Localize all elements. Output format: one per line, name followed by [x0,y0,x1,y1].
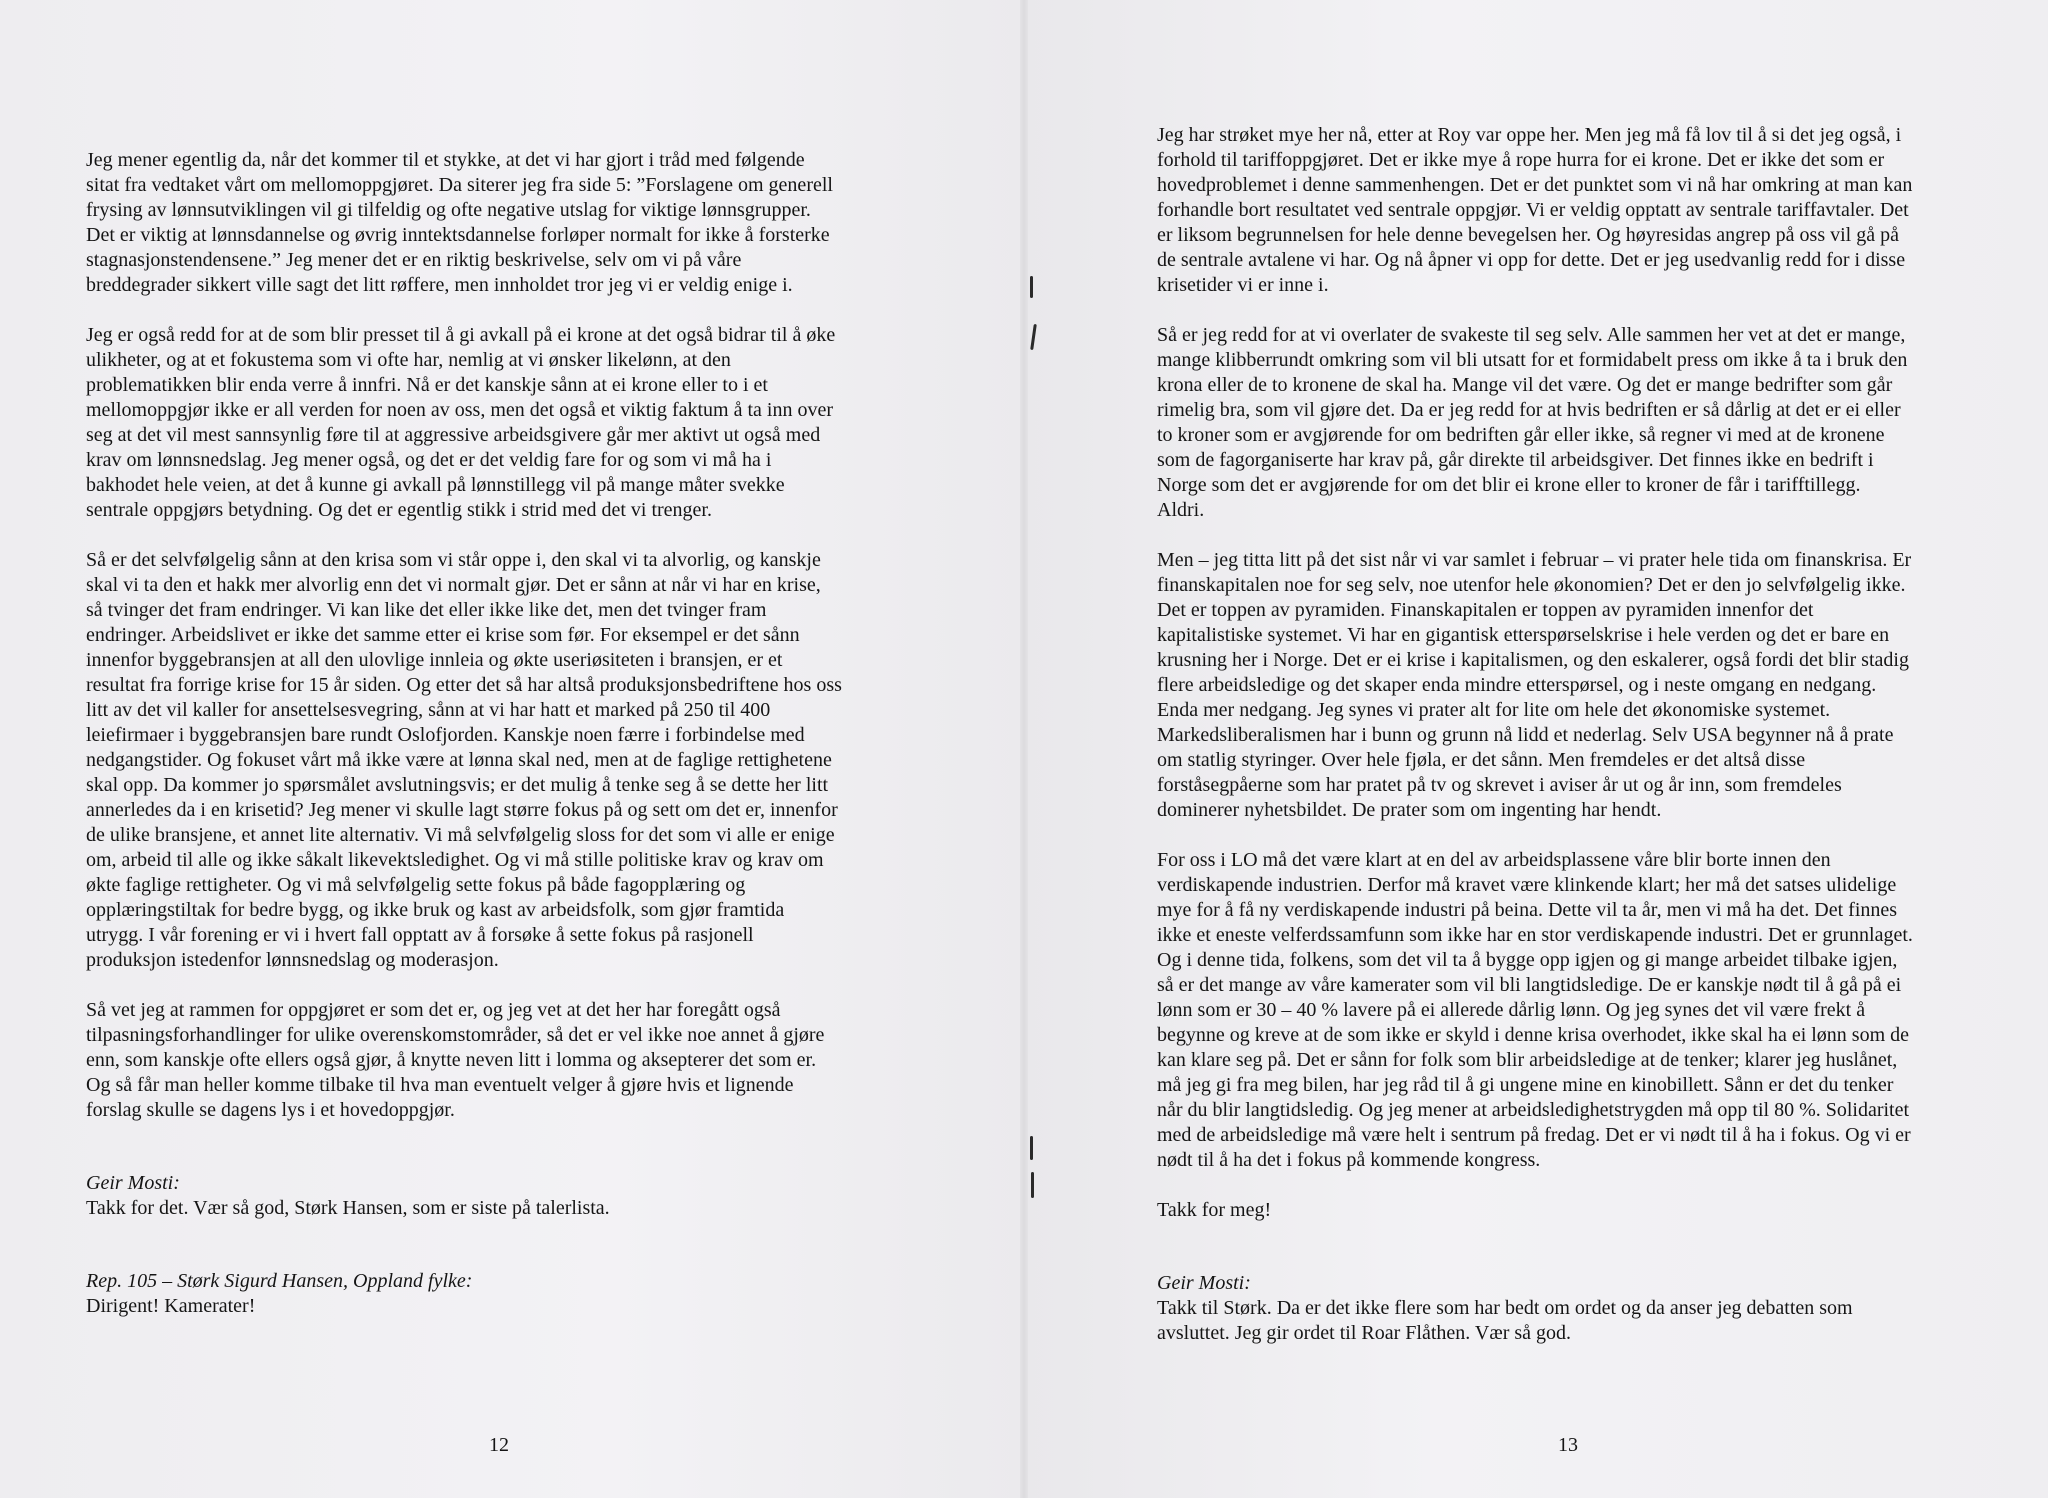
text-line: Dirigent! Kamerater! [86,1295,256,1317]
text-line: Aldri. [1157,499,1205,521]
text-line: Jeg er også redd for at de som blir presset til å gi avkall på ei krone at det også bidrar til å øke [86,324,836,346]
text-line: innenfor byggebransjen at all den ulovlige innleia og økte useriøsiteten i bransjen, er et [86,649,783,671]
text-line: dominerer nyhetsbildet. De prater som om ingenting har hendt. [1157,799,1662,821]
text-line: Og så får man heller komme tilbake til hva man eventuelt velger å gjøre hvis et lignende [86,1074,794,1096]
text-line: forståsegpåerne som har pratet på tv og skrevet i aviser år ut og år inn, som fremdeles [1157,774,1842,796]
text-line: forhold til tariffoppgjøret. Det er ikke mye å rope hurra for ei krone. Det er ikke det som er [1157,149,1885,171]
text-line: litt av det vil kaller for ansettelsesvegring, sånn at vi har hatt et marked på 250 til 400 [86,699,771,721]
speaker-block [1157,1271,1969,1346]
page-number: 12 [489,1434,509,1456]
paragraph [1157,548,1969,823]
book-gutter [1020,0,1028,1498]
text-line: de ulike bransjene, et annet lite alternativ. Vi må selvfølgelig sloss for det som vi alle er enige [86,824,835,846]
text-line: stagnasjonstendensene.” Jeg mener det er en riktig beskrivelse, selv om vi på våre [86,249,742,271]
text-line: nedgangstider. Og fokuset vårt må ikke være at lønna skal ned, men at de faglige rettighetene [86,749,832,771]
speaker-name: Geir Mosti: [86,1172,180,1194]
text-line: Takk til Størk. Da er det ikke flere som har bedt om ordet og da anser jeg debatten som [1157,1297,1853,1319]
text-line: verdiskapende industrien. Derfor må kravet være klinkende klart; her må det satses ulidelige [1157,874,1897,896]
text-line: kan klare seg på. Det er sånn for folk som blir arbeidsledige at de tenker; klarer jeg huslånet, [1157,1049,1898,1071]
speaker-block [86,1269,906,1319]
text-line: Så er det selvfølgelig sånn at den krisa som vi står oppe i, den skal vi ta alvorlig, og kanskje [86,549,821,571]
text-line: For oss i LO må det være klart at en del av arbeidsplassene våre blir borte innen den [1157,849,1831,871]
text-line: skal vi ta den et hakk mer alvorlig enn det vi normalt gjør. Det er sånn at når vi har en krise, [86,574,821,596]
text-line: sitat fra vedtaket vårt om mellomoppgjøret. Da siterer jeg fra side 5: ”Forslagene om generell [86,174,833,196]
paragraph [1157,1198,1969,1223]
binding-mark [1030,1136,1033,1160]
binding-mark [1031,1172,1034,1198]
text-line: om, arbeid til alle og ikke såkalt likevektsledighet. Og vi må stille politiske krav og krav om [86,849,824,871]
text-line: avsluttet. Jeg gir ordet til Roar Flåthen. Vær så god. [1157,1322,1572,1344]
text-line: mellomoppgjør ikke er all verden for noen av oss, men det også et viktig faktum å ta inn over [86,399,834,421]
text-line: som de fagorganiserte har krav på, går direkte til arbeidsgiver. Det finnes ikke en bedrift i [1157,449,1874,471]
text-line: annerledes da i en krisetid? Jeg mener vi skulle lagt større fokus på og sett om det er, innenfor [86,799,838,821]
text-line: forslag skulle se dagens lys i et hovedoppgjør. [86,1099,455,1121]
text-line: flere arbeidsledige og det skaper enda mindre etterspørsel, og i neste omgang en nedgang. [1157,674,1877,696]
text-line: endringer. Arbeidslivet er ikke det samme etter ei krise som før. For eksempel er det sånn [86,624,800,646]
text-line: kapitalistiske systemet. Vi har en gigantisk etterspørselskrise i hele verden og det er bare en [1157,624,1890,646]
text-line: Det er toppen av pyramiden. Finanskapitalen er toppen av pyramiden innenfor det [1157,599,1814,621]
text-line: utrygg. I vår forening er vi i hvert fall opptatt av å forsøke å sette fokus på rasjonell [86,924,754,946]
right-text-column [1157,123,1969,1346]
speaker-name: Geir Mosti: [1157,1272,1251,1294]
binding-mark [1030,276,1033,298]
paragraph [1157,323,1969,523]
text-line: så er det mange av våre kamerater som vil bli langtidsledige. De er kanskje nødt til å gå på ei [1157,974,1902,996]
speaker-block [86,1171,906,1221]
text-line: rimelig bra, som vil gjøre det. Da er jeg redd for at hvis bedriften er så dårlig at det er ei eller [1157,399,1901,421]
text-line: tilpasningsforhandlinger for ulike overenskomstområder, så det er vel ikke noe annet å gjøre [86,1024,825,1046]
binding-mark [1030,324,1037,350]
left-text-column [86,148,906,1319]
paragraph [1157,848,1969,1173]
text-line: nødt til å ha det i fokus på kommende kongress. [1157,1149,1541,1171]
text-line: mange klibberrundt omkring som vil bli utsatt for et formidabelt press om ikke å ta i bruk den [1157,349,1908,371]
text-line: Enda mer nedgang. Jeg synes vi prater alt for lite om hele det økonomiske systemet. [1157,699,1831,721]
text-line: seg at det vil mest sannsynlig føre til at aggressive arbeidsgivere går mer aktivt ut også med [86,424,821,446]
text-line: Takk for meg! [1157,1199,1272,1221]
text-line: Takk for det. Vær så god, Størk Hansen, som er siste på talerlista. [86,1197,610,1219]
paragraph [86,148,906,298]
text-line: mye for å få ny verdiskapende industri på beina. Dette vil ta år, men vi må ha det. Det finnes [1157,899,1898,921]
text-line: finanskapitalen noe for seg selv, noe utenfor hele økonomien? Det er den jo selvfølgelig ikke. [1157,574,1906,596]
text-line: så tvinger det fram endringer. Vi kan like det eller ikke like det, men det tvinger fram [86,599,767,621]
text-line: er liksom begrunnelsen for hele denne bevegelsen her. Og høyresidas angrep på oss vil gå på [1157,224,1899,246]
text-line: krisetider vi er inne i. [1157,274,1329,296]
page-number: 13 [1558,1434,1578,1456]
text-line: økte faglige rettigheter. Og vi må selvfølgelig sette fokus på både fagopplæring og [86,874,746,896]
text-line: Markedsliberalismen har i bunn og grunn nå lidd et nederlag. Selv USA begynner nå å prate [1157,724,1894,746]
speaker-name: Rep. 105 – Størk Sigurd Hansen, Oppland fylke: [86,1270,473,1292]
text-line: må jeg gi fra meg bilen, har jeg råd til å gi ungene mine en kinobillett. Sånn er det du tenker [1157,1074,1894,1096]
text-line: Jeg mener egentlig da, når det kommer til et stykke, at det vi har gjort i tråd med følgende [86,149,805,171]
text-line: med de arbeidsledige må være helt i sentrum på fredag. Det er vi nødt til å ha i fokus. Og vi er [1157,1124,1911,1146]
text-line: de sentrale avtalene vi har. Og nå åpner vi opp for dette. Det er jeg usedvanlig redd for i disse [1157,249,1906,271]
text-line: krusning her i Norge. Det er ei krise i kapitalismen, og den eskalerer, også fordi det blir stadig [1157,649,1909,671]
text-line: begynne og kreve at de som ikke er skyld i denne krisa overhodet, ikke skal ha ei lønn som de [1157,1024,1910,1046]
text-line: to kroner som er avgjørende for om bedriften går eller ikke, så regner vi med at de kronene [1157,424,1885,446]
text-line: når du blir langtidsledig. Og jeg mener at arbeidsledighetstrygden må opp til 80 %. Solidaritet [1157,1099,1910,1121]
text-line: resultat fra forrige krise for 15 år siden. Og etter det så har altså produksjonsbedriftene hos oss [86,674,842,696]
text-line: produksjon istedenfor lønnsnedslag og moderasjon. [86,949,499,971]
text-line: opplæringstiltak for bedre bygg, og ikke bruk og kast av arbeidsfolk, som gjør framtida [86,899,785,921]
text-line: hovedproblemet i denne sammenhengen. Det er det punktet som vi nå har omkring at man kan [1157,174,1913,196]
text-line: sentrale oppgjørs betydning. Og det er egentlig stikk i strid med det vi trenger. [86,499,712,521]
text-line: Norge som det er avgjørende for om det blir ei krone eller to kroner de får i tarifftillegg. [1157,474,1861,496]
text-line: om statlig styringer. Over hele fjøla, er det sånn. Men fremdeles er det altså disse [1157,749,1806,771]
text-line: problematikken blir enda verre å innfri. Nå er det kanskje sånn at ei krone eller to i et [86,374,768,396]
text-line: Så vet jeg at rammen for oppgjøret er som det er, og jeg vet at det her har foregått også [86,999,781,1021]
text-line: lønn som er 30 – 40 % lavere på ei allerede dårlig lønn. Og jeg synes det vil være frekt å [1157,999,1866,1021]
text-line: frysing av lønnsutviklingen vil gi tilfeldig og ofte negative utslag for viktige lønnsgrupper. [86,199,811,221]
text-line: skal opp. Da kommer jo spørsmålet avslutningsvis; er det mulig å tenke seg å se dette her litt [86,774,829,796]
text-line: ulikheter, og at et fokustema som vi ofte har, nemlig at vi ønsker likelønn, at den [86,349,731,371]
text-line: leiefirmaer i byggebransjen bare rundt Oslofjorden. Kanskje noen færre i forbindelse med [86,724,805,746]
binding-marks [1028,260,1048,1210]
text-line: Så er jeg redd for at vi overlater de svakeste til seg selv. Alle sammen her vet at det er mange, [1157,324,1906,346]
text-line: Og i denne tida, folkens, som det vil ta å bygge opp igjen og gi mange arbeidet tilbake igjen, [1157,949,1898,971]
paragraph [86,548,906,973]
text-line: enn, som kanskje ofte ellers også gjør, å knytte neven litt i lomma og aksepterer det som er. [86,1049,817,1071]
text-line: forhandle bort resultatet ved sentrale oppgjør. Vi er veldig opptatt av sentrale tariffavtaler. Det [1157,199,1909,221]
paragraph [86,323,906,523]
text-line: bakhodet hele veien, at det å kunne gi avkall på lønnstillegg vil på mange måter svekke [86,474,785,496]
paragraph [86,998,906,1123]
text-line: krav om lønnsnedslag. Jeg mener også, og det er det veldig fare for og som vi må ha i [86,449,772,471]
text-line: Men – jeg titta litt på det sist når vi var samlet i februar – vi prater hele tida om finanskrisa. Er [1157,549,1912,571]
text-line: Jeg har strøket mye her nå, etter at Roy var oppe her. Men jeg må få lov til å si det jeg også, i [1157,124,1902,146]
paragraph [1157,123,1969,298]
text-line: krona eller de to kronene de skal ha. Mange vil det være. Og det er mange bedrifter som går [1157,374,1893,396]
text-line: ikke et eneste velferdssamfunn som ikke har en stor verdiskapende industri. Det er grunnlaget. [1157,924,1913,946]
text-line: breddegrader sikkert ville sagt det litt røffere, men innholdet tror jeg vi er veldig enige i. [86,274,793,296]
text-line: Det er viktig at lønnsdannelse og øvrig inntektsdannelse forløper normalt for ikke å forsterke [86,224,830,246]
